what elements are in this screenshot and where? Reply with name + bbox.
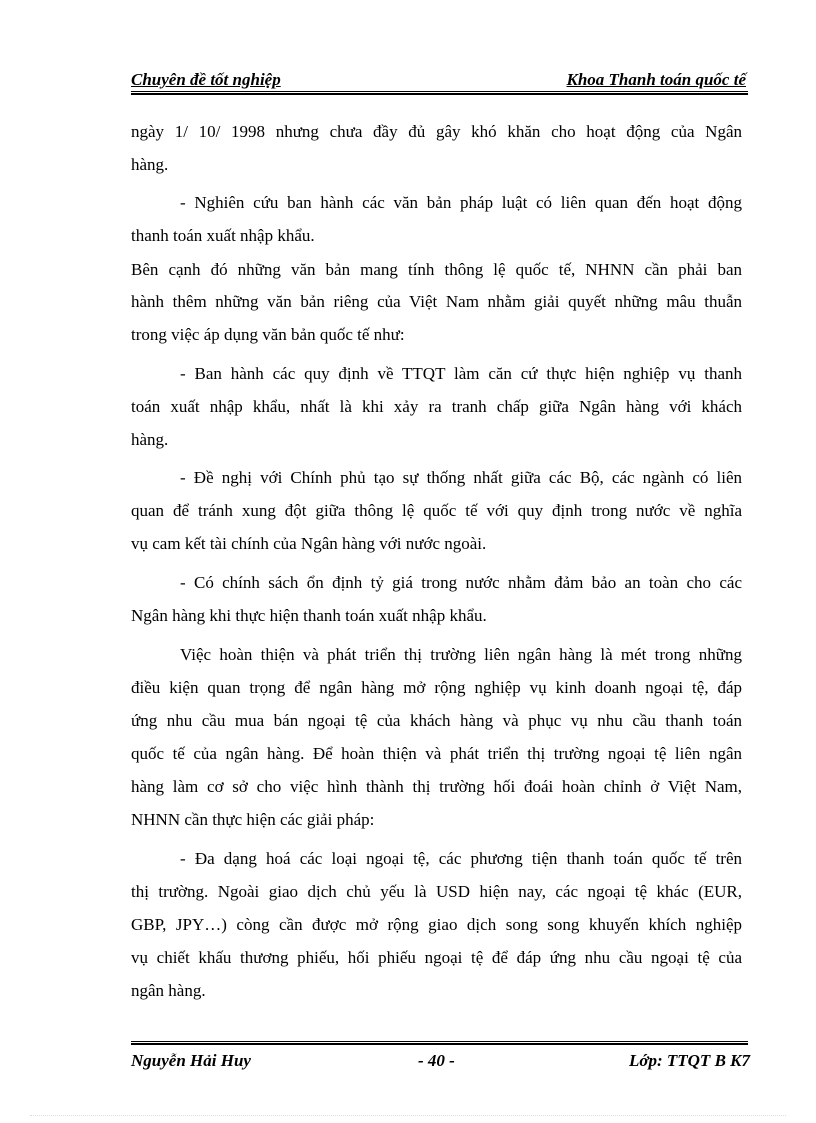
text-line: vụ chiết khấu thương phiếu, hối phiếu ngoại tệ để đáp ứng nhu cầu ngoại tệ của	[131, 948, 742, 967]
text-line: - Nghiên cứu ban hành các văn bản pháp luật có liên quan đến hoạt động	[180, 193, 742, 212]
text-line: hàng làm cơ sở cho việc hình thành thị trường hối đoái hoàn chỉnh ở Việt Nam,	[131, 777, 742, 796]
header-rule	[131, 91, 748, 95]
text-line: hành thêm những văn bản riêng của Việt Nam nhằm giải quyết những mâu thuẫn	[131, 292, 742, 311]
text-line: - Có chính sách ổn định tỷ giá trong nước nhằm đảm bảo an toàn cho các	[180, 573, 742, 592]
text-line: điều kiện quan trọng để ngân hàng mở rộng nghiệp vụ kinh doanh ngoại tệ, đáp	[131, 678, 742, 697]
text-line: toán xuất nhập khẩu, nhất là khi xảy ra tranh chấp giữa Ngân hàng với khách	[131, 397, 742, 416]
page-number: - 40 -	[418, 1051, 455, 1070]
text-line: thanh toán xuất nhập khẩu.	[131, 226, 315, 245]
footer-class: Lớp: TTQT B K7	[628, 1051, 750, 1070]
text-line: ứng nhu cầu mua bán ngoại tệ của khách hàng và phục vụ nhu cầu thanh toán	[131, 711, 742, 730]
page-border	[30, 1115, 786, 1116]
footer-author: Nguyễn Hải Huy	[131, 1051, 251, 1070]
header-title: Chuyên đề tốt nghiệp	[131, 70, 281, 89]
footer-rule	[131, 1041, 748, 1045]
text-line: hàng.	[131, 430, 169, 449]
text-line: GBP, JPY…) còng cần được mở rộng giao dịch song song khuyến khích nghiệp	[131, 915, 742, 934]
text-line: NHNN cần thực hiện các giải pháp:	[131, 810, 375, 829]
text-line: Việc hoàn thiện và phát triển thị trường liên ngân hàng là mét trong những	[180, 645, 742, 664]
text-line: hàng.	[131, 155, 169, 174]
text-line: quan để tránh xung đột giữa thông lệ quốc tế với quy định trong nước về nghĩa	[131, 501, 742, 520]
text-line: - Ban hành các quy định về TTQT làm căn cứ thực hiện nghiệp vụ thanh	[180, 364, 742, 383]
text-line: ngân hàng.	[131, 981, 206, 1000]
text-line: ngày 1/ 10/ 1998 nhưng chưa đầy đủ gây khó khăn cho hoạt động của Ngân	[131, 122, 742, 141]
text-line: trong việc áp dụng văn bản quốc tế như:	[131, 325, 405, 344]
text-line: Bên cạnh đó những văn bản mang tính thông lệ quốc tế, NHNN cần phải ban	[131, 260, 742, 279]
text-line: quốc tế của ngân hàng. Để hoàn thiện và phát triển thị trường ngoại tệ liên ngân	[131, 744, 742, 763]
text-line: Ngân hàng khi thực hiện thanh toán xuất nhập khẩu.	[131, 606, 487, 625]
text-line: thị trường. Ngoài giao dịch chủ yếu là USD hiện nay, các ngoại tệ khác (EUR,	[131, 882, 742, 901]
text-line: - Đa dạng hoá các loại ngoại tệ, các phương tiện thanh toán quốc tế trên	[180, 849, 742, 868]
text-line: - Đề nghị với Chính phủ tạo sự thống nhất giữa các Bộ, các ngành có liên	[180, 468, 742, 487]
text-line: vụ cam kết tài chính của Ngân hàng với nước ngoài.	[131, 534, 487, 553]
header-department: Khoa Thanh toán quốc tế	[566, 70, 746, 89]
